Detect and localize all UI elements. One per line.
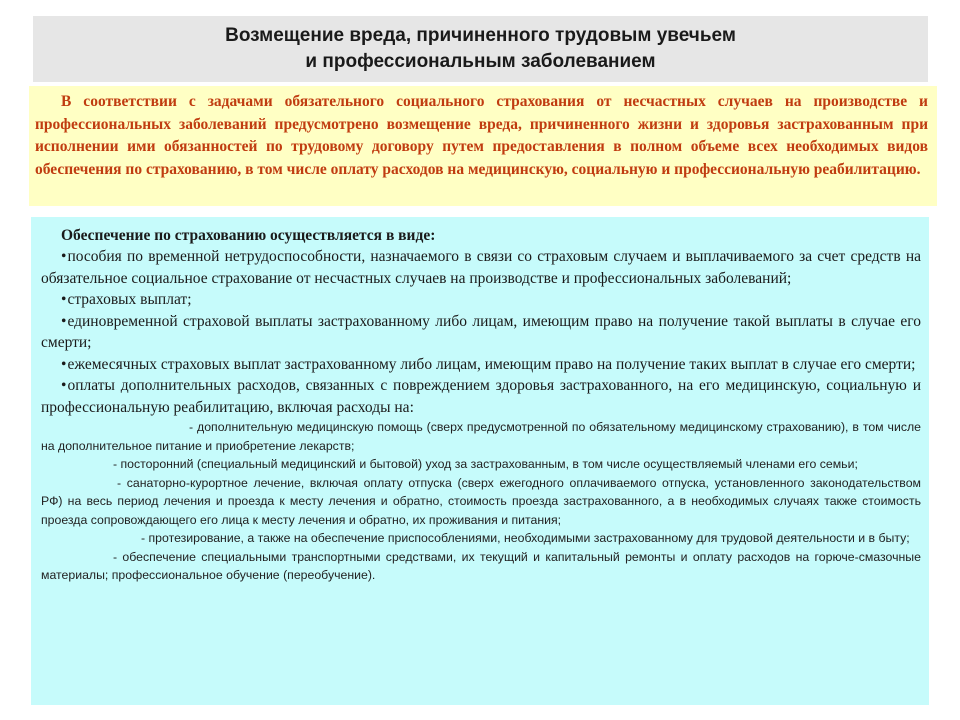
title-line-1: Возмещение вреда, причиненного трудовым увечьем <box>225 25 736 46</box>
intro-paragraph: В соответствии с задачами обязательного социального страхования от несчастных случаев на производстве и профессиональных заболеваний предусмотрено возмещение вреда, причиненного жизни и здоровья застрахованным при исполнении ими обязанностей по трудовому договору путем предоставления в полном объеме всех необходимых видов обеспечения по страхованию, в том числе оплату расходов на медицинскую, социальную и профессиональную реабилитацию. <box>35 93 928 178</box>
sub-item: - посторонний (специальный медицинский и бытовой) уход за застрахованным, в том числе осуществляемый членами его семьи; <box>113 457 858 471</box>
list-item-text: ежемесячных страховых выплат застрахованному либо лицам, имеющим право на получение таких выплат в случае его смерти; <box>67 355 916 373</box>
list-item <box>41 246 921 289</box>
list-item-text: пособия по временной нетрудоспособности, назначаемого в связи со страховым случаем и выплачиваемого за счет средств на обязательное социальное страхование от несчастных случаев на производстве и профессиональных заболеваний; <box>41 248 921 287</box>
bullet-icon: • <box>61 291 67 308</box>
list-item-text: оплаты дополнительных расходов, связанных с повреждением здоровья застрахованного, на его медицинскую, социальную и профессиональную реабилитацию, включая расходы на: <box>41 377 921 416</box>
list-item <box>41 375 921 418</box>
bullet-icon: • <box>61 312 67 330</box>
list-item-text: страховых выплат; <box>67 291 192 308</box>
sub-item: - дополнительную медицинскую помощь (сверх предусмотренной по обязательному медицинскому страхованию), в том числе на дополнительное питание и приобретение лекарств; <box>41 420 921 453</box>
sub-item: - санаторно-курортное лечение, включая оплату отпуска (сверх ежегодного оплачиваемого отпуска, установленного законодательством РФ) на весь период лечения и проезда к месту лечения и обратно, стоимость проезда застрахованного, а в необходимых случаях также стоимость проезда сопровождающего его лица к месту лечения и обратно, их проживания и питания; <box>41 475 921 527</box>
slide-title <box>33 16 928 82</box>
list-item <box>41 354 921 376</box>
bullet-icon: • <box>61 248 67 265</box>
bullet-icon: • <box>61 355 67 373</box>
title-line-2: и профессиональным заболеванием <box>305 51 656 72</box>
list-item <box>41 289 921 311</box>
coverage-panel <box>31 217 929 705</box>
list-item-text: единовременной страховой выплаты застрахованному либо лицам, имеющим право на получение такой выплаты в случае его смерти; <box>41 312 921 351</box>
coverage-lead: Обеспечение по страхованию осуществляется в виде: <box>61 227 436 244</box>
list-item <box>41 311 921 354</box>
sub-item: - обеспечение специальными транспортными средствами, их текущий и капитальный ремонты и оплату расходов на горюче-смазочные материалы; профессиональное обучение (переобучение). <box>41 549 921 582</box>
intro-panel <box>29 86 937 206</box>
bullet-icon: • <box>61 377 67 394</box>
sub-item: - протезирование, а также на обеспечение приспособлениями, необходимыми застрахованному для трудовой деятельности и в быту; <box>141 531 910 545</box>
